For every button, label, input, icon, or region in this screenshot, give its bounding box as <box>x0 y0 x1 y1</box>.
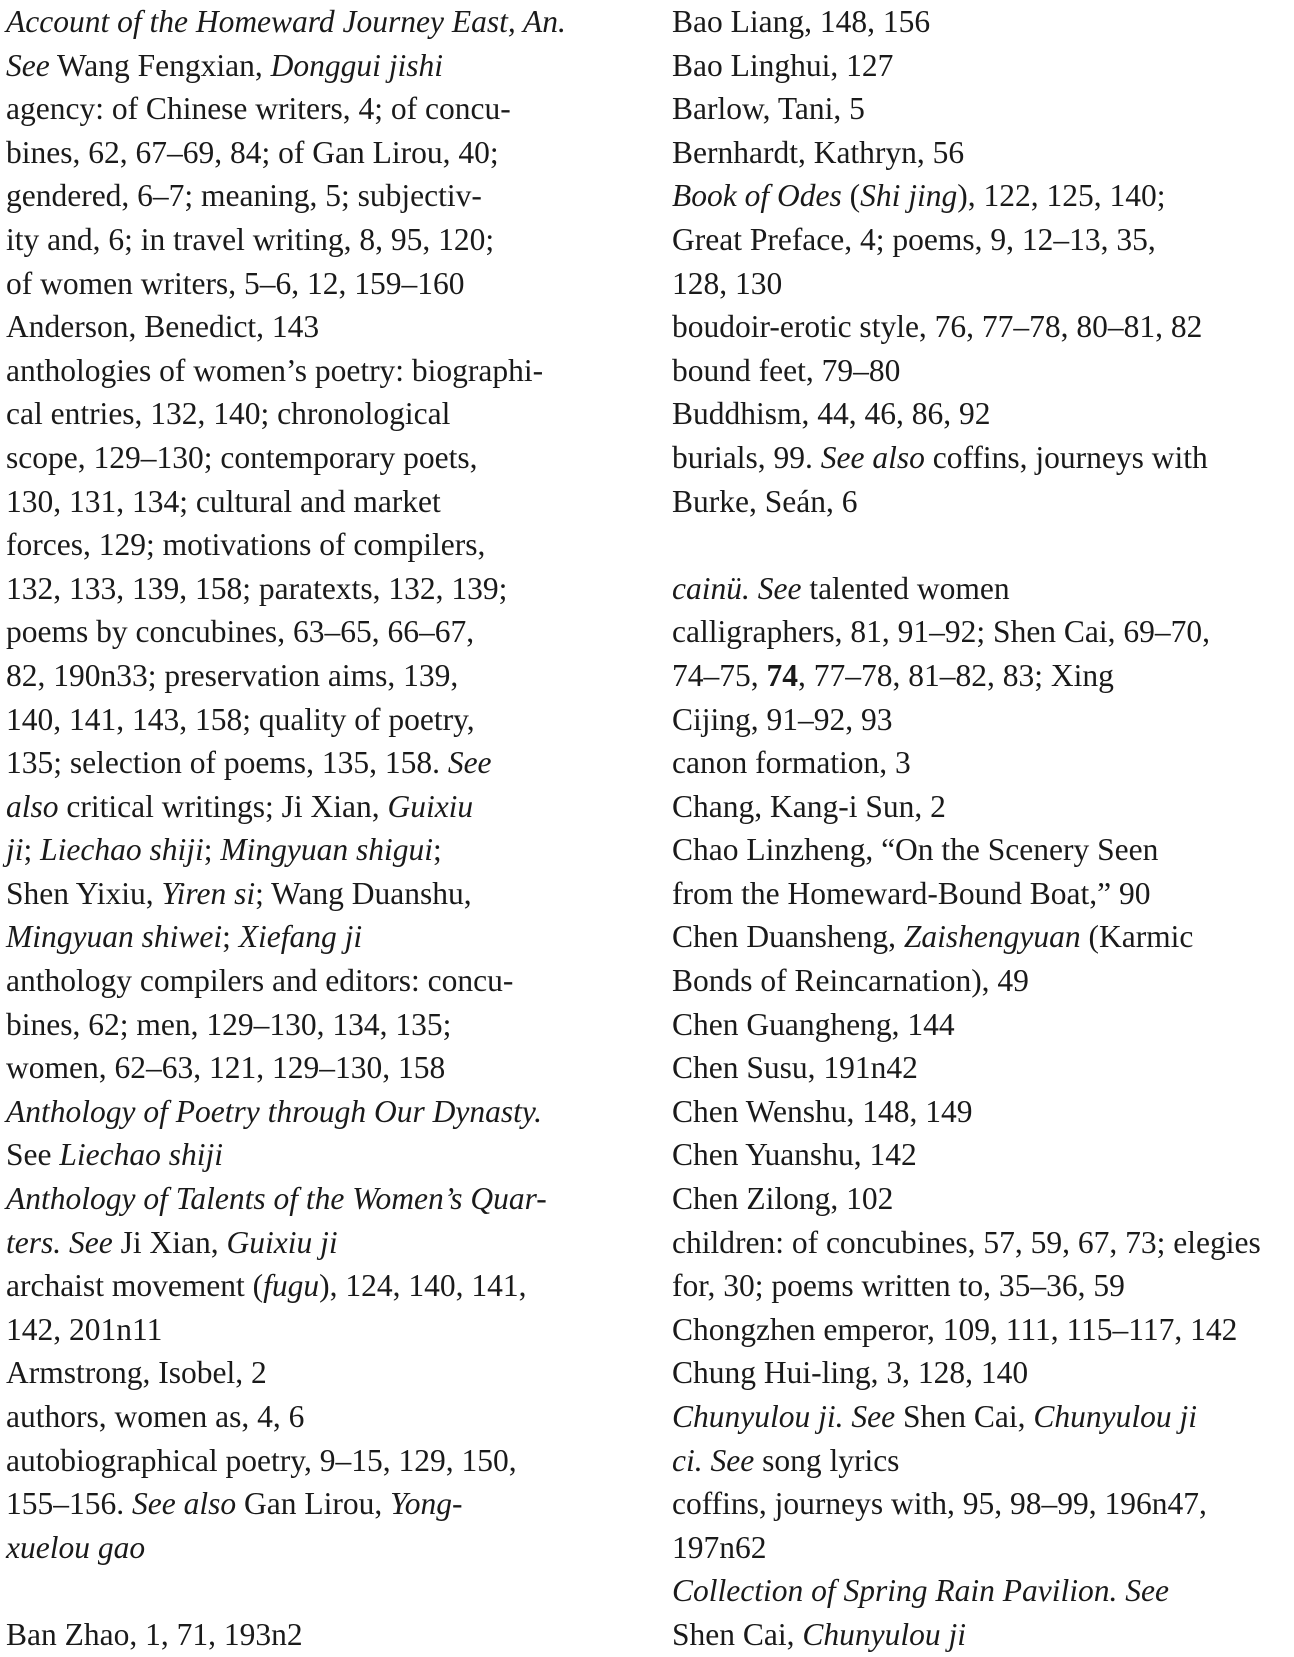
index-entry-line <box>672 480 1294 524</box>
text-run: 82, 190n33; preservation aims, 139, <box>6 657 459 693</box>
index-entry-line <box>672 785 1294 829</box>
index-entry-line <box>6 1133 646 1177</box>
index-entry-line <box>672 1221 1294 1265</box>
index-entry-line <box>672 436 1294 480</box>
index-entry-line <box>6 262 646 306</box>
text-run: scope, 129–130; contemporary poets, <box>6 439 478 475</box>
text-run: Wang Fengxian, <box>49 47 271 83</box>
index-entry-line <box>6 1003 646 1047</box>
text-run: Gan Lirou, <box>236 1486 391 1522</box>
italic-text-run: See <box>447 745 492 781</box>
text-run: canon formation, 3 <box>672 745 911 781</box>
letter-group-gap <box>672 523 1294 567</box>
index-entry-line <box>6 349 646 393</box>
text-run: ; <box>433 832 442 868</box>
index-entry <box>672 1003 1294 1047</box>
italic-text-run: Chunyulou ji. See <box>672 1399 896 1434</box>
text-run: 135; selection of poems, 135, 158. <box>6 745 448 781</box>
index-entry-line <box>672 0 1294 44</box>
italic-text-run: Liechao shiji <box>40 832 204 868</box>
index-entry <box>672 1482 1294 1569</box>
text-run: See <box>6 1137 60 1173</box>
italic-text-run: Guixiu ji <box>226 1224 338 1260</box>
text-run: Chung Hui-ling, 3, 128, 140 <box>672 1355 1029 1391</box>
index-entry <box>672 1221 1294 1308</box>
italic-text-run: Yong- <box>390 1486 463 1522</box>
index-entry <box>672 1351 1294 1395</box>
text-run: bines, 62, 67–69, 84; of Gan Lirou, 40; <box>6 134 499 170</box>
index-entry-line <box>6 480 646 524</box>
index-entry-line <box>672 959 1294 1003</box>
index-column-right <box>672 0 1294 1657</box>
index-entry-line <box>672 1133 1294 1177</box>
index-entry <box>672 0 1294 44</box>
italic-text-run: Donggui jishi <box>270 47 443 83</box>
bold-page-ref: 74 <box>766 657 798 693</box>
index-entry-line <box>6 698 646 742</box>
text-run: Chen Zilong, 102 <box>672 1181 894 1217</box>
index-entry-line <box>672 654 1294 698</box>
index-entry-line <box>672 1613 1294 1657</box>
index-entry <box>672 915 1294 1002</box>
italic-text-run: Chunyulou ji <box>802 1616 966 1652</box>
index-entry-line <box>6 1526 646 1570</box>
index-entry <box>672 349 1294 393</box>
italic-text-run: Guixiu <box>387 788 474 824</box>
text-run: women, 62–63, 121, 129–130, 158 <box>6 1050 446 1086</box>
text-run: Anderson, Benedict, 143 <box>6 309 320 345</box>
text-run: cal entries, 132, 140; chronological <box>6 396 451 432</box>
index-entry-line <box>6 523 646 567</box>
text-run: anthology compilers and editors: concu- <box>6 963 514 999</box>
italic-text-run: Chunyulou ji <box>1033 1399 1197 1434</box>
text-run: 197n62 <box>672 1529 767 1565</box>
text-run: (Karmic <box>1080 919 1194 955</box>
index-entry <box>6 959 646 1090</box>
index-entry-line <box>6 305 646 349</box>
italic-text-run: ci. See <box>672 1442 755 1478</box>
text-run: Bernhardt, Kathryn, 56 <box>672 134 965 170</box>
italic-text-run: also <box>6 788 59 824</box>
index-entry-line <box>6 741 646 785</box>
text-run: 128, 130 <box>672 265 783 301</box>
italic-text-run: Yiren si <box>161 875 256 911</box>
index-entry <box>672 1395 1294 1439</box>
index-entry <box>6 305 646 349</box>
index-entry <box>6 1439 646 1570</box>
text-run: Chen Wenshu, 148, 149 <box>672 1093 973 1129</box>
text-run: burials, 99. <box>672 439 821 475</box>
index-entry-line <box>6 392 646 436</box>
index-entry-line <box>672 1569 1294 1613</box>
index-entry-line <box>6 1351 646 1395</box>
index-entry-line <box>672 392 1294 436</box>
text-run: ; <box>203 832 221 868</box>
italic-text-run: Xiefang ji <box>238 919 363 955</box>
text-run: Chen Yuanshu, 142 <box>672 1137 917 1173</box>
italic-text-run: fugu <box>263 1268 320 1304</box>
text-run: Chang, Kang-i Sun, 2 <box>672 788 946 824</box>
italic-text-run: Shi jing <box>860 178 958 214</box>
text-run: gendered, 6–7; meaning, 5; subjectiv- <box>6 178 482 214</box>
index-entry <box>672 1569 1294 1656</box>
text-run: coffins, journeys with <box>924 439 1208 475</box>
text-run: ; <box>23 832 41 868</box>
text-run: Chen Duansheng, <box>672 919 904 955</box>
index-entry <box>672 44 1294 88</box>
index-entry <box>672 1133 1294 1177</box>
text-run: Shen Cai, <box>672 1616 803 1652</box>
index-entry <box>672 610 1294 741</box>
text-run: coffins, journeys with, 95, 98–99, 196n47, <box>672 1486 1207 1522</box>
index-entry-line <box>6 174 646 218</box>
text-run: 132, 133, 139, 158; paratexts, 132, 139; <box>6 570 508 606</box>
index-entry <box>672 480 1294 524</box>
index-entry-line <box>6 1613 646 1657</box>
text-run: Bao Liang, 148, 156 <box>672 4 931 39</box>
index-entry-line <box>6 87 646 131</box>
text-run: Great Preface, 4; poems, 9, 12–13, 35, <box>672 221 1156 257</box>
italic-text-run: Account of the Homeward Journey East, An. <box>6 4 566 39</box>
text-run: authors, women as, 4, 6 <box>6 1399 305 1434</box>
text-run: Chen Guangheng, 144 <box>672 1006 955 1042</box>
index-entry <box>6 1351 646 1395</box>
index-entry-line <box>672 1090 1294 1134</box>
index-entry-line <box>672 305 1294 349</box>
text-run: ), 122, 125, 140; <box>957 178 1166 214</box>
index-entry <box>6 349 646 959</box>
italic-text-run: Liechao shiji <box>59 1137 223 1173</box>
text-run: 130, 131, 134; cultural and market <box>6 483 441 519</box>
text-run: Chongzhen emperor, 109, 111, 115–117, 142 <box>672 1311 1238 1347</box>
text-run: Buddhism, 44, 46, 86, 92 <box>672 396 991 432</box>
index-entry <box>672 1046 1294 1090</box>
index-entry-line <box>672 915 1294 959</box>
text-run: Chen Susu, 191n42 <box>672 1050 918 1086</box>
index-entry <box>672 1090 1294 1134</box>
index-entry <box>6 1090 646 1177</box>
index-entry-line <box>672 218 1294 262</box>
index-entry <box>672 1439 1294 1483</box>
text-run: Chao Linzheng, “On the Scenery Seen <box>672 832 1159 868</box>
italic-text-run: Book of Odes <box>672 178 842 214</box>
index-entry <box>672 1177 1294 1221</box>
index-entry-line <box>672 131 1294 175</box>
index-entry-line <box>672 1046 1294 1090</box>
index-entry-line <box>6 1308 646 1352</box>
text-run: Ji Xian, <box>112 1224 227 1260</box>
text-run: 142, 201n11 <box>6 1311 163 1347</box>
index-entry-line <box>6 610 646 654</box>
index-entry <box>6 1613 646 1657</box>
text-run: boudoir-erotic style, 76, 77–78, 80–81, 82 <box>672 309 1203 345</box>
text-run: archaist movement ( <box>6 1268 264 1304</box>
index-entry-line <box>6 654 646 698</box>
text-run: calligraphers, 81, 91–92; Shen Cai, 69–70, <box>672 614 1211 650</box>
index-entry-line <box>672 1351 1294 1395</box>
index-entry-line <box>672 567 1294 611</box>
index-entry-line <box>672 262 1294 306</box>
index-entry-line <box>672 1526 1294 1570</box>
index-entry <box>6 87 646 305</box>
index-entry-line <box>672 741 1294 785</box>
text-run: critical writings; Ji Xian, <box>58 788 388 824</box>
text-run: , 77–78, 81–82, 83; Xing <box>798 657 1114 693</box>
index-entry-line <box>6 44 646 88</box>
index-entry <box>672 436 1294 480</box>
text-run: ( <box>841 178 861 214</box>
index-entry-line <box>6 436 646 480</box>
text-run: 155–156. <box>6 1486 132 1522</box>
index-entry-line <box>6 1221 646 1265</box>
text-run: Bonds of Reincarnation), 49 <box>672 963 1029 999</box>
index-entry <box>6 1264 646 1351</box>
index-entry-line <box>6 828 646 872</box>
index-entry <box>6 1177 646 1264</box>
text-run: ity and, 6; in travel writing, 8, 95, 120; <box>6 221 495 257</box>
text-run: forces, 129; motivations of compilers, <box>6 527 486 563</box>
italic-text-run: xuelou gao <box>6 1529 146 1565</box>
index-entry-line <box>672 349 1294 393</box>
index-entry-line <box>672 1482 1294 1526</box>
index-entry <box>672 567 1294 611</box>
text-run: Shen Yixiu, <box>6 875 162 911</box>
index-entry-line <box>672 1177 1294 1221</box>
text-run: from the Homeward-Bound Boat,” 90 <box>672 875 1151 911</box>
text-run: talented women <box>801 570 1010 606</box>
index-entry-line <box>672 174 1294 218</box>
text-run: children: of concubines, 57, 59, 67, 73; elegies <box>672 1224 1261 1260</box>
index-entry-line <box>672 44 1294 88</box>
index-entry-line <box>672 828 1294 872</box>
index-entry <box>672 87 1294 131</box>
index-entry-line <box>6 1046 646 1090</box>
text-run: Armstrong, Isobel, 2 <box>6 1355 267 1391</box>
text-run: Barlow, Tani, 5 <box>672 91 865 127</box>
index-entry-line <box>6 1090 646 1134</box>
text-run: for, 30; poems written to, 35–36, 59 <box>672 1268 1125 1304</box>
index-entry <box>672 785 1294 829</box>
text-run: autobiographical poetry, 9–15, 129, 150, <box>6 1442 517 1478</box>
index-entry <box>6 1395 646 1439</box>
index-entry-line <box>6 785 646 829</box>
letter-group-gap <box>6 1569 646 1613</box>
index-entry-line <box>6 915 646 959</box>
index-entry <box>672 174 1294 305</box>
text-run: ; Wang Duanshu, <box>255 875 472 911</box>
text-run: ), 124, 140, 141, <box>319 1268 527 1304</box>
text-run: Cijing, 91–92, 93 <box>672 701 893 737</box>
index-entry <box>6 0 646 87</box>
text-run: song lyrics <box>754 1442 900 1478</box>
italic-text-run: Zaishengyuan <box>903 919 1081 955</box>
index-entry-line <box>672 872 1294 916</box>
index-entry-line <box>6 1395 646 1439</box>
text-run: bound feet, 79–80 <box>672 352 901 388</box>
index-entry-line <box>6 218 646 262</box>
index-entry-line <box>6 1439 646 1483</box>
index-entry-line <box>672 1308 1294 1352</box>
text-run: ; <box>222 919 239 955</box>
index-entry-line <box>6 1264 646 1308</box>
index-entry-line <box>672 1395 1294 1439</box>
text-run: bines, 62; men, 129–130, 134, 135; <box>6 1006 452 1042</box>
text-run: Shen Cai, <box>895 1399 1034 1434</box>
index-entry-line <box>6 959 646 1003</box>
index-entry-line <box>672 1264 1294 1308</box>
index-entry <box>672 1308 1294 1352</box>
index-entry-line <box>672 610 1294 654</box>
index-entry-line <box>6 0 646 44</box>
index-entry-line <box>6 567 646 611</box>
index-column-left <box>6 0 646 1657</box>
index-entry-line <box>6 872 646 916</box>
text-run: 74–75, <box>672 657 767 693</box>
index-entry <box>672 392 1294 436</box>
italic-text-run: ters. See <box>6 1224 113 1260</box>
index-entry <box>672 741 1294 785</box>
italic-text-run: Mingyuan shigui <box>220 832 434 868</box>
text-run: 140, 141, 143, 158; quality of poetry, <box>6 701 475 737</box>
text-run: Ban Zhao, 1, 71, 193n2 <box>6 1616 303 1652</box>
italic-text-run: cainü. See <box>672 570 802 606</box>
index-entry <box>672 305 1294 349</box>
index-entry-line <box>6 1177 646 1221</box>
italic-text-run: ji <box>6 832 24 868</box>
italic-text-run: See <box>6 47 50 83</box>
index-entry-line <box>672 87 1294 131</box>
italic-text-run: See also <box>820 439 925 475</box>
italic-text-run: Mingyuan shiwei <box>6 919 223 955</box>
text-run: of women writers, 5–6, 12, 159–160 <box>6 265 465 301</box>
index-entry <box>672 828 1294 915</box>
text-run: poems by concubines, 63–65, 66–67, <box>6 614 475 650</box>
index-entry-line <box>672 1003 1294 1047</box>
italic-text-run: Collection of Spring Rain Pavilion. See <box>672 1573 1169 1609</box>
index-entry-line <box>672 1439 1294 1483</box>
italic-text-run: Anthology of Poetry through Our Dynasty. <box>6 1093 543 1129</box>
index-entry-line <box>6 131 646 175</box>
italic-text-run: See also <box>132 1486 237 1522</box>
index-entry-line <box>672 698 1294 742</box>
index-entry <box>672 131 1294 175</box>
index-entry-line <box>6 1482 646 1526</box>
text-run: anthologies of women’s poetry: biographi- <box>6 352 544 388</box>
text-run: agency: of Chinese writers, 4; of concu- <box>6 91 511 127</box>
text-run: Burke, Seán, 6 <box>672 483 858 519</box>
italic-text-run: Anthology of Talents of the Women’s Quar- <box>6 1181 547 1217</box>
text-run: Bao Linghui, 127 <box>672 47 894 83</box>
